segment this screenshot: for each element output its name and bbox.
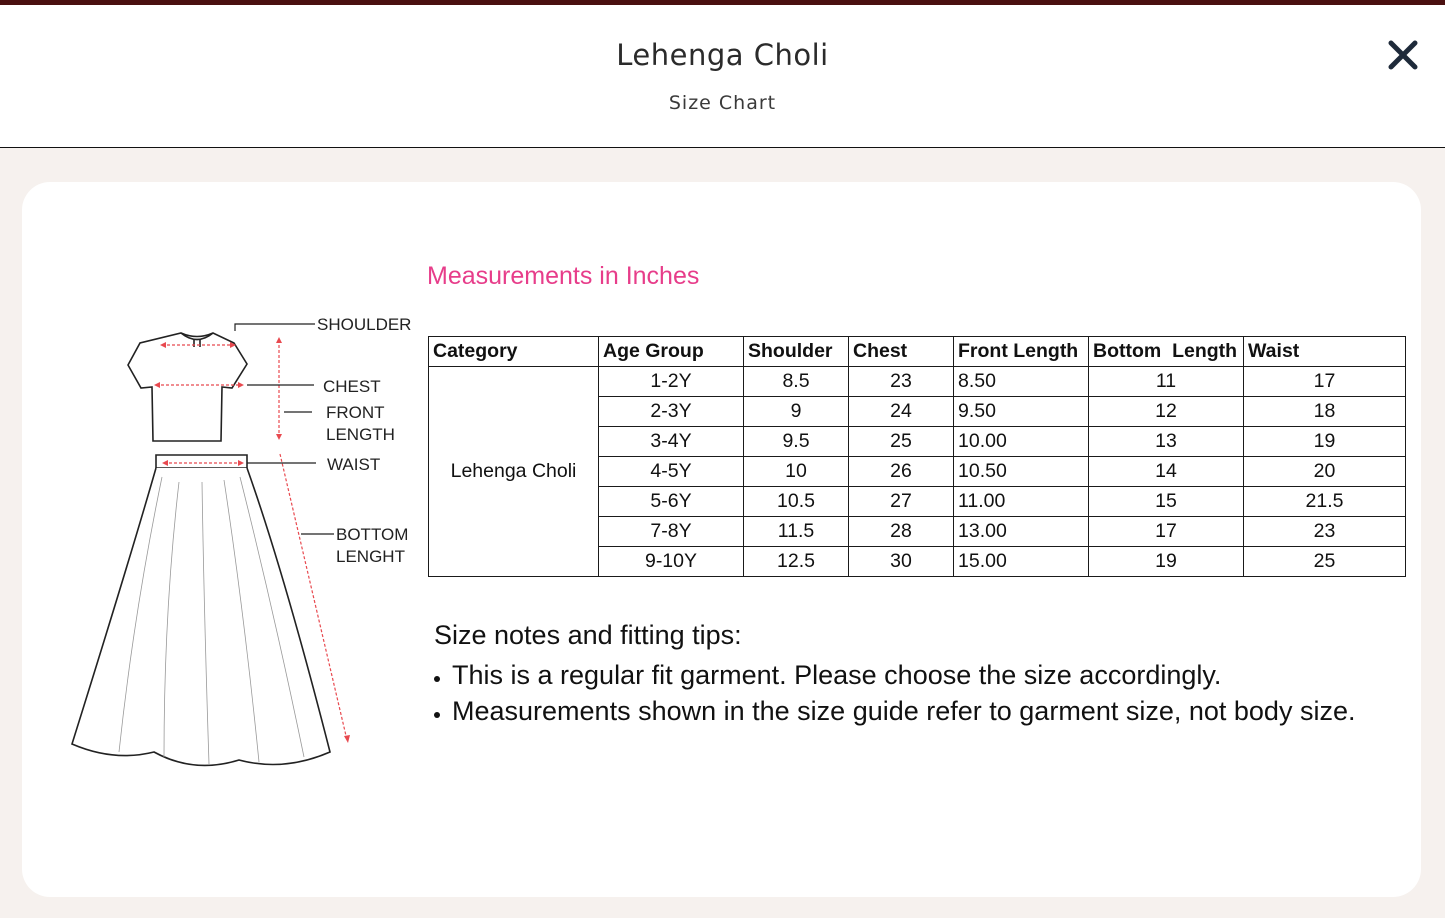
- front-length-cell: 13.00: [954, 517, 1089, 547]
- choli-illustration: [128, 333, 247, 441]
- waist-label: WAIST: [327, 455, 381, 474]
- chest-cell: 24: [849, 397, 954, 427]
- shoulder-cell: 9.5: [744, 427, 849, 457]
- shoulder-cell: 10.5: [744, 487, 849, 517]
- bottom-length-cell: 14: [1089, 457, 1244, 487]
- chest-cell: 26: [849, 457, 954, 487]
- list-item: • Measurements shown in the size guide refer to garment size, not body size.: [452, 693, 1355, 729]
- bottom-length-cell: 13: [1089, 427, 1244, 457]
- chest-cell: 23: [849, 367, 954, 397]
- size-chart-card: [22, 182, 1421, 897]
- waist-cell: 17: [1244, 367, 1406, 397]
- chest-cell: 25: [849, 427, 954, 457]
- age-group-cell: 5-6Y: [599, 487, 744, 517]
- header-shoulder: Shoulder: [744, 337, 849, 367]
- waist-cell: 19: [1244, 427, 1406, 457]
- front-length-label-line2: LENGTH: [326, 425, 395, 444]
- modal-subtitle: Size Chart: [668, 92, 777, 114]
- size-chart-table: [428, 336, 1406, 577]
- bottom-length-cell: 17: [1089, 517, 1244, 547]
- shoulder-cell: 9: [744, 397, 849, 427]
- shoulder-cell: 11.5: [744, 517, 849, 547]
- list-item: • This is a regular fit garment. Please choose the size accordingly.: [452, 657, 1355, 693]
- front-length-cell: 15.00: [954, 547, 1089, 577]
- category-cell: Lehenga Choli: [429, 367, 599, 577]
- size-notes-list: [433, 657, 1355, 729]
- table-row: [429, 367, 1406, 397]
- age-group-cell: 2-3Y: [599, 397, 744, 427]
- shoulder-label: SHOULDER: [317, 315, 412, 334]
- measurements-unit-title: Measurements in Inches: [427, 262, 700, 290]
- bottom-length-label-line2: LENGHT: [336, 547, 405, 566]
- garment-measurement-diagram: [44, 312, 424, 772]
- waist-cell: 25: [1244, 547, 1406, 577]
- table-header-row: [429, 337, 1406, 367]
- chest-cell: 30: [849, 547, 954, 577]
- front-length-label-line1: FRONT: [326, 403, 385, 422]
- bottom-length-cell: 12: [1089, 397, 1244, 427]
- chest-cell: 28: [849, 517, 954, 547]
- waist-cell: 18: [1244, 397, 1406, 427]
- front-length-cell: 8.50: [954, 367, 1089, 397]
- bottom-length-cell: 19: [1089, 547, 1244, 577]
- shoulder-cell: 10: [744, 457, 849, 487]
- front-length-cell: 11.00: [954, 487, 1089, 517]
- close-button[interactable]: [1383, 35, 1423, 75]
- bottom-length-cell: 11: [1089, 367, 1244, 397]
- shoulder-cell: 12.5: [744, 547, 849, 577]
- header-category: Category: [429, 337, 599, 367]
- front-length-cell: 10.50: [954, 457, 1089, 487]
- age-group-cell: 4-5Y: [599, 457, 744, 487]
- age-group-cell: 1-2Y: [599, 367, 744, 397]
- header-age-group: Age Group: [599, 337, 744, 367]
- skirt-illustration: [72, 455, 330, 765]
- front-length-cell: 10.00: [954, 427, 1089, 457]
- waist-cell: 21.5: [1244, 487, 1406, 517]
- bottom-length-label-line1: BOTTOM: [336, 525, 409, 544]
- modal-header: [0, 5, 1445, 148]
- bottom-length-cell: 15: [1089, 487, 1244, 517]
- header-waist: Waist: [1244, 337, 1406, 367]
- modal-title: Lehenga Choli: [616, 38, 829, 72]
- header-chest: Chest: [849, 337, 954, 367]
- size-notes: [433, 620, 1355, 729]
- age-group-cell: 3-4Y: [599, 427, 744, 457]
- header-bottom-length: Bottom Length: [1089, 337, 1244, 367]
- size-notes-title: Size notes and fitting tips:: [434, 620, 742, 650]
- age-group-cell: 9-10Y: [599, 547, 744, 577]
- front-length-cell: 9.50: [954, 397, 1089, 427]
- close-icon: [1383, 35, 1423, 75]
- shoulder-cell: 8.5: [744, 367, 849, 397]
- waist-cell: 20: [1244, 457, 1406, 487]
- header-front-length: Front Length: [954, 337, 1089, 367]
- waist-cell: 23: [1244, 517, 1406, 547]
- age-group-cell: 7-8Y: [599, 517, 744, 547]
- chest-label: CHEST: [323, 377, 381, 396]
- chest-cell: 27: [849, 487, 954, 517]
